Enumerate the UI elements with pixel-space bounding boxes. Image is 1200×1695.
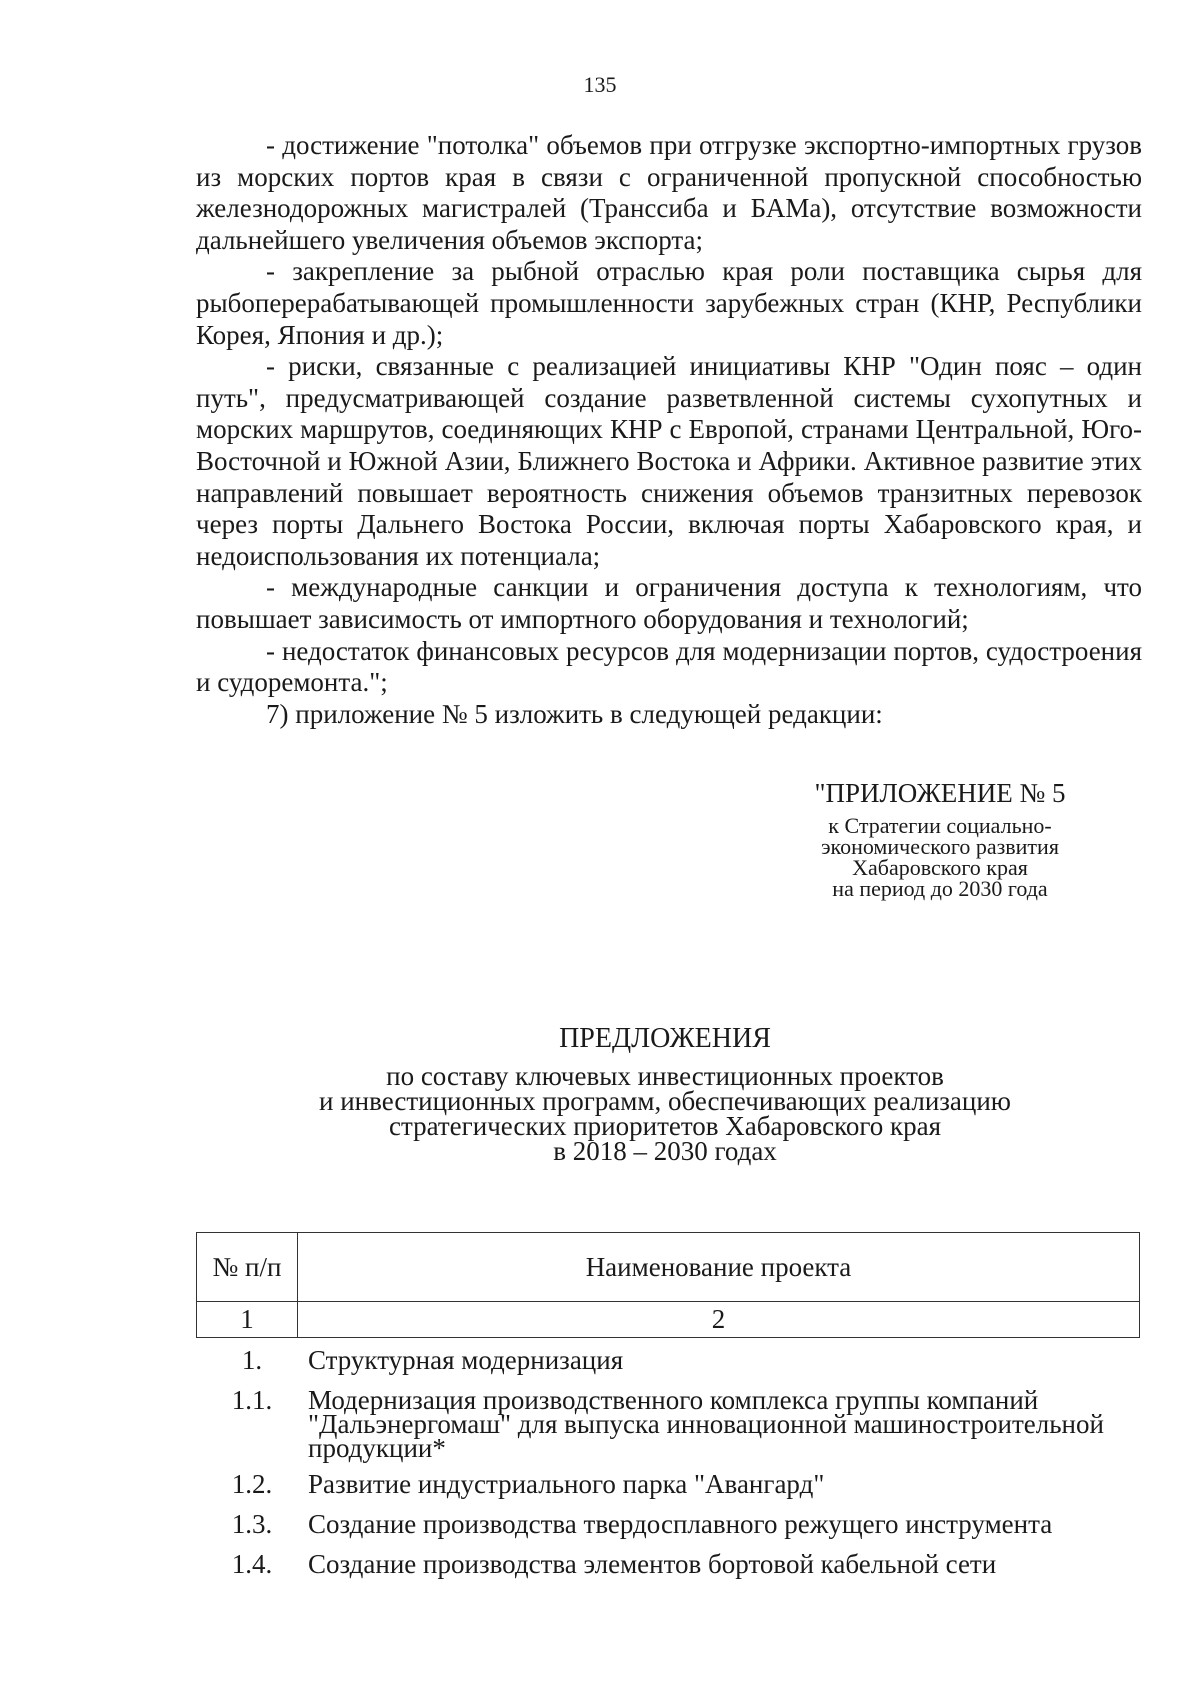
project-number: 1. — [241, 1345, 263, 1375]
proposals-subtitle-line: стратегических приоритетов Хабаровского края — [388, 1111, 941, 1141]
project-row — [196, 1345, 1142, 1376]
paragraph: - достижение "потолка" объемов при отгрузке экспортно-импортных грузов из морских портов края в связи с ограниченной пропускной способностью железнодорожных магистралей (Транссиба и БАМа), отсутствие возможности дальнейшего увеличения объемов экспорта; — [196, 130, 1142, 255]
project-name: Создание производства твердосплавного режущего инструмента — [308, 1509, 1053, 1539]
project-row — [196, 1469, 1142, 1500]
project-name: Создание производства элементов бортовой кабельной сети — [308, 1549, 997, 1579]
proposals-subtitle — [0, 1061, 1200, 1166]
paragraph: - риски, связанные с реализацией инициативы КНР "Один пояс – один путь", предусматривающей создание разветвленной системы сухопутных и морских маршрутов, соединяющих КНР с Европой, странами Центральной, Юго-Восточной и Южной Азии, Ближнего Востока и Африки. Активное развитие этих направлений повышает вероятность снижения объемов транзитных перевозок через порты Дальнего Востока России, включая порты Хабаровского края, и недоиспользования их потенциала; — [196, 351, 1142, 571]
paragraph: - закрепление за рыбной отраслью края роли поставщика сырья для рыбоперерабатывающей промышленности зарубежных стран (КНР, Республики Корея, Япония и др.); — [196, 256, 1142, 350]
table-column-numbers-row — [197, 1302, 1140, 1338]
project-row — [196, 1385, 1142, 1463]
proposals-title: ПРЕДЛОЖЕНИЯ — [559, 1023, 771, 1054]
proposals-subtitle-line: в 2018 – 2030 годах — [553, 1136, 777, 1166]
header-project-name: Наименование проекта — [298, 1233, 1140, 1302]
column-number: 1 — [197, 1302, 298, 1338]
paragraph: 7) приложение № 5 изложить в следующей редакции: — [266, 698, 883, 729]
header-number: № п/п — [197, 1233, 298, 1302]
project-name: Структурная модернизация — [308, 1345, 624, 1375]
projects-list — [196, 1345, 1142, 1589]
project-number: 1.3. — [231, 1509, 273, 1539]
body-text — [196, 130, 1142, 730]
appendix-title: "ПРИЛОЖЕНИЕ № 5 — [814, 778, 1066, 808]
proposals-subtitle-line: и инвестиционных программ, обеспечивающих реализацию — [319, 1086, 1011, 1116]
column-number: 2 — [298, 1302, 1140, 1338]
appendix-note-line: Хабаровского края — [852, 855, 1028, 880]
appendix-note-line: на период до 2030 года — [832, 876, 1048, 901]
projects-table-header — [196, 1232, 1140, 1338]
project-number: 1.2. — [231, 1469, 273, 1499]
page-number: 135 — [583, 72, 617, 97]
project-number: 1.1. — [231, 1385, 273, 1415]
project-number: 1.4. — [231, 1549, 273, 1579]
appendix-note-line: экономического развития — [821, 834, 1059, 859]
project-name: Модернизация производственного комплекса группы компаний "Дальэнергомаш" для выпуска инновационной машиностроительной продукции* — [308, 1385, 1104, 1463]
table-header-row — [197, 1233, 1140, 1302]
paragraph: - недостаток финансовых ресурсов для модернизации портов, судостроения и судоремонта."; — [196, 635, 1142, 698]
project-row — [196, 1549, 1142, 1580]
proposals-subtitle-line: по составу ключевых инвестиционных проектов — [386, 1061, 944, 1091]
appendix-note — [790, 815, 1090, 899]
project-name: Развитие индустриального парка "Авангард" — [308, 1469, 825, 1499]
paragraph: - международные санкции и ограничения доступа к технологиям, что повышает зависимость от импортного оборудования и технологий; — [196, 572, 1142, 634]
project-row — [196, 1509, 1142, 1540]
appendix-note-line: к Стратегии социально- — [828, 813, 1052, 838]
